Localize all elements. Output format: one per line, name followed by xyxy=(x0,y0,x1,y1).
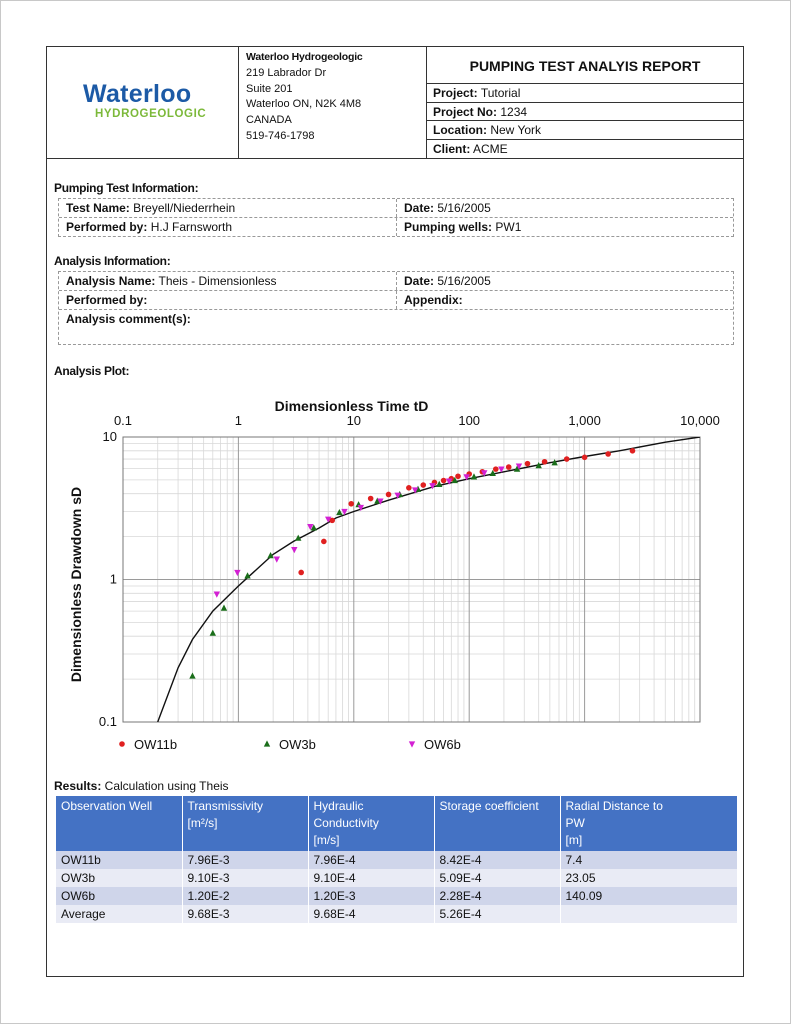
data-point xyxy=(221,604,227,610)
data-point xyxy=(630,448,636,454)
data-point xyxy=(564,456,570,462)
project-row xyxy=(426,84,743,103)
data-point xyxy=(291,547,297,553)
appendix-label: Appendix: xyxy=(404,293,463,307)
legend-marker xyxy=(264,740,270,746)
header-unit: [m/s] xyxy=(313,833,340,847)
header-line: Observation Well xyxy=(61,799,153,813)
column-header xyxy=(182,796,308,851)
legend-marker xyxy=(119,741,125,747)
location-label: Location: xyxy=(433,123,487,137)
header-line: Radial Distance to xyxy=(565,799,663,813)
data-point xyxy=(210,630,216,636)
x-axis-title: Dimensionless Time tD xyxy=(274,398,429,414)
analysis-info-title: Analysis Information: xyxy=(54,254,171,268)
x-tick-label: 100 xyxy=(458,413,481,428)
table-cell: OW3b xyxy=(56,869,182,887)
analysis-performed-by-label: Performed by: xyxy=(66,293,148,307)
x-tick-label: 10,000 xyxy=(680,413,720,428)
header-line: Transmissivity xyxy=(187,799,264,813)
analysis-date-cell xyxy=(396,272,491,290)
legend-item xyxy=(264,737,316,752)
legend-item xyxy=(119,737,177,752)
analysis-performed-by-cell xyxy=(59,291,403,309)
table-cell: 5.26E-4 xyxy=(434,905,560,923)
column-header xyxy=(434,796,560,851)
info-row xyxy=(59,218,733,236)
data-point xyxy=(420,482,426,488)
data-point xyxy=(506,464,512,470)
column-header xyxy=(560,796,737,851)
header-line: PW xyxy=(565,816,585,830)
pumping-test-title: Pumping Test Information: xyxy=(54,181,199,195)
column-header xyxy=(56,796,182,851)
data-point xyxy=(321,539,327,545)
legend-label: OW11b xyxy=(134,737,178,752)
data-point xyxy=(406,485,412,491)
company-name: Waterloo Hydrogeologic xyxy=(246,51,363,63)
data-point xyxy=(348,501,354,507)
pumping-wells-label: Pumping wells: xyxy=(404,220,493,234)
info-row xyxy=(59,199,733,218)
address-line: Waterloo ON, N2K 4M8 xyxy=(246,98,362,111)
x-tick-label: 1 xyxy=(234,413,243,428)
company-address xyxy=(246,50,363,145)
analysis-name-label: Analysis Name: xyxy=(66,274,156,288)
table-cell: 8.42E-4 xyxy=(434,851,560,869)
results-header-row xyxy=(56,796,737,851)
table-cell: 9.10E-4 xyxy=(308,869,434,887)
series-ow3b xyxy=(189,459,558,679)
client-row xyxy=(426,140,743,159)
project-no-value: 1234 xyxy=(500,104,528,119)
table-row xyxy=(56,905,737,923)
y-tick-label: 0.1 xyxy=(98,714,117,729)
project-label: Project: xyxy=(433,86,478,100)
address-line: 219 Labrador Dr xyxy=(246,66,327,79)
y-tick-label: 10 xyxy=(102,429,117,444)
y-tick-label: 1 xyxy=(109,571,117,587)
comments-label: Analysis comment(s): xyxy=(66,312,191,326)
data-point xyxy=(525,461,531,467)
table-cell: 7.96E-3 xyxy=(182,851,308,869)
table-cell: OW6b xyxy=(56,887,182,905)
data-point xyxy=(336,509,342,515)
address-line: CANADA xyxy=(246,114,292,127)
table-cell: 9.68E-3 xyxy=(182,905,308,923)
analysis-plot-title: Analysis Plot: xyxy=(54,364,130,378)
test-date-cell xyxy=(396,199,491,217)
data-point xyxy=(542,459,548,465)
results-caption xyxy=(54,779,229,793)
analysis-date-value: 5/16/2005 xyxy=(437,274,491,288)
header-unit: [m] xyxy=(565,833,583,847)
y-axis-title: Dimensionless Drawdown sD xyxy=(68,486,84,683)
address-line: Suite 201 xyxy=(246,82,293,95)
test-date-value: 5/16/2005 xyxy=(437,201,491,215)
data-point xyxy=(386,492,392,498)
analysis-info-table xyxy=(58,271,734,345)
client-value: ACME xyxy=(473,141,508,156)
pumping-wells-cell xyxy=(396,218,521,236)
logo-wordmark: Waterloo xyxy=(83,80,192,108)
report-header xyxy=(47,47,743,159)
table-cell: Average xyxy=(56,905,182,923)
project-info xyxy=(426,47,743,158)
data-point xyxy=(189,672,195,678)
data-point xyxy=(582,455,588,461)
data-point xyxy=(274,557,280,563)
data-point xyxy=(493,466,499,472)
report-title: PUMPING TEST ANALYIS REPORT xyxy=(426,47,743,84)
table-cell: 23.05 xyxy=(560,869,737,887)
table-cell: 5.09E-4 xyxy=(434,869,560,887)
test-name-cell xyxy=(59,199,403,217)
analysis-name-value: Theis - Dimensionless xyxy=(158,274,277,288)
test-date-label: Date: xyxy=(404,201,435,215)
analysis-chart xyxy=(47,392,743,762)
x-tick-label: 0.1 xyxy=(113,413,133,428)
table-cell: 140.09 xyxy=(560,887,737,905)
analysis-name-cell xyxy=(59,272,403,290)
performed-by-label: Performed by: xyxy=(66,220,148,234)
comments-cell xyxy=(59,310,666,328)
data-point xyxy=(441,478,447,484)
chart-svg xyxy=(47,392,743,762)
data-point xyxy=(455,473,461,479)
pumping-test-table xyxy=(58,198,734,237)
table-row xyxy=(56,887,737,905)
table-cell: OW11b xyxy=(56,851,182,869)
data-point xyxy=(234,570,240,576)
project-value: Tutorial xyxy=(480,86,521,100)
data-point xyxy=(368,496,374,502)
pumping-wells-value: PW1 xyxy=(495,220,522,234)
appendix-cell xyxy=(396,291,463,309)
info-row xyxy=(59,291,733,310)
info-row xyxy=(59,310,733,344)
header-line: Conductivity xyxy=(313,816,379,830)
table-row xyxy=(56,869,737,887)
x-tick-label: 1,000 xyxy=(568,413,601,428)
address-line: 519-746-1798 xyxy=(246,129,315,142)
analysis-date-label: Date: xyxy=(404,274,435,288)
table-cell xyxy=(560,905,737,923)
performed-by-cell xyxy=(59,218,403,236)
results-caption-text: Calculation using Theis xyxy=(101,779,229,793)
legend-label: OW3b xyxy=(279,737,316,752)
test-name-label: Test Name: xyxy=(66,201,130,215)
table-cell: 7.4 xyxy=(560,851,737,869)
header-unit: [m²/s] xyxy=(187,816,218,830)
data-point xyxy=(605,451,611,457)
project-no-row xyxy=(426,103,743,122)
location-row xyxy=(426,121,743,140)
legend-label: OW6b xyxy=(424,737,461,752)
table-cell: 9.10E-3 xyxy=(182,869,308,887)
table-cell: 2.28E-4 xyxy=(434,887,560,905)
performed-by-value: H.J Farnsworth xyxy=(150,220,233,234)
client-label: Client: xyxy=(433,141,471,156)
table-cell: 9.68E-4 xyxy=(308,905,434,923)
table-cell: 1.20E-2 xyxy=(182,887,308,905)
x-tick-label: 10 xyxy=(346,413,362,428)
location-value: New York xyxy=(490,123,542,137)
table-row xyxy=(56,851,737,869)
legend-item xyxy=(409,737,461,752)
legend-marker xyxy=(409,741,415,747)
data-point xyxy=(298,570,304,576)
report-page xyxy=(46,46,744,977)
header-line: Hydraulic xyxy=(313,799,364,813)
column-header xyxy=(308,796,434,851)
results-caption-bold: Results: xyxy=(54,779,102,793)
logo-subtitle: HYDROGEOLOGIC xyxy=(95,108,207,120)
company-logo xyxy=(47,47,239,158)
project-no-label: Project No: xyxy=(433,104,498,119)
header-line: Storage coefficient xyxy=(439,799,539,813)
series-ow6b xyxy=(214,463,523,597)
data-point xyxy=(214,591,220,597)
test-name-value: Breyell/Niederrhein xyxy=(133,201,236,215)
table-cell: 1.20E-3 xyxy=(308,887,434,905)
table-cell: 7.96E-4 xyxy=(308,851,434,869)
info-row xyxy=(59,272,733,291)
results-table xyxy=(56,796,737,923)
